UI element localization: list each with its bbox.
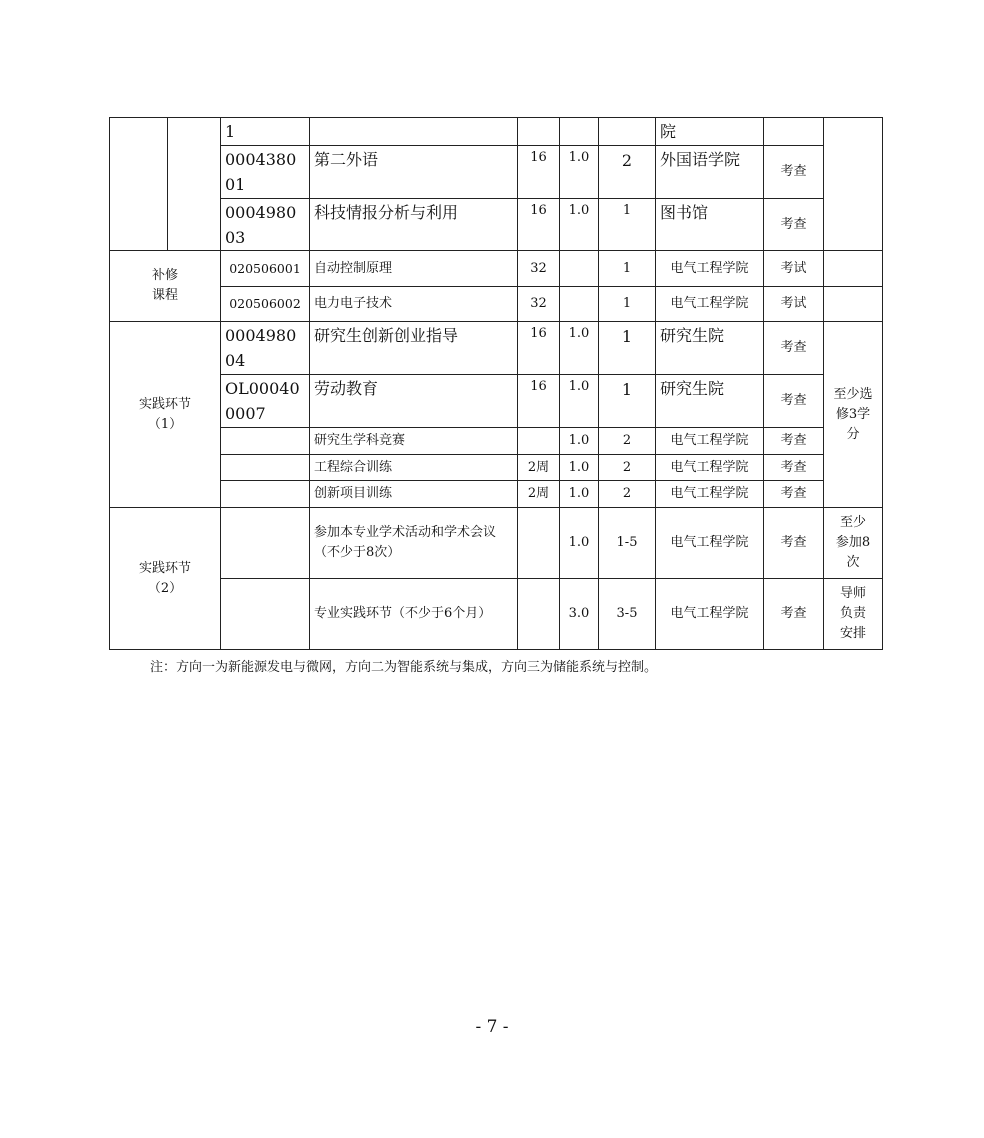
course-assess: 考查	[764, 508, 824, 579]
course-credits: 1.0	[560, 322, 599, 375]
table-row	[110, 508, 883, 579]
course-hours: 16	[518, 199, 560, 251]
course-assess: 考查	[764, 579, 824, 650]
course-dept: 电气工程学院	[656, 508, 764, 579]
course-term: 2	[599, 481, 656, 508]
table-row	[110, 251, 883, 287]
table-row	[110, 322, 883, 375]
course-dept: 院	[656, 118, 764, 146]
course-dept: 研究生院	[656, 375, 764, 428]
course-dept: 电气工程学院	[656, 251, 764, 287]
group-label-line: （2）	[147, 580, 183, 596]
course-name	[310, 118, 518, 146]
course-credits	[560, 118, 599, 146]
course-name: 研究生学科竞赛	[310, 428, 518, 455]
course-dept: 图书馆	[656, 199, 764, 251]
course-hours: 2周	[518, 455, 560, 481]
course-name: 电力电子技术	[310, 287, 518, 322]
table-row	[110, 199, 883, 251]
group-label-line: 实践环节	[138, 396, 191, 412]
course-credits	[560, 287, 599, 322]
course-dept: 电气工程学院	[656, 481, 764, 508]
course-credits: 1.0	[560, 146, 599, 199]
course-hours	[518, 579, 560, 650]
course-term: 2	[599, 455, 656, 481]
group-label-text: 补修课程	[151, 268, 178, 303]
course-hours: 16	[518, 322, 560, 375]
course-term: 1	[599, 322, 656, 375]
course-name: 参加本专业学术活动和学术会议（不少于8次）	[310, 508, 518, 579]
table-row	[110, 287, 883, 322]
course-code	[221, 508, 310, 579]
course-credits: 1.0	[560, 428, 599, 455]
course-term: 1	[599, 287, 656, 322]
course-assess: 考试	[764, 287, 824, 322]
course-hours: 32	[518, 287, 560, 322]
course-remark: 至少参加8次	[824, 508, 883, 579]
course-term: 3-5	[599, 579, 656, 650]
course-credits: 1.0	[560, 375, 599, 428]
course-hours: 2周	[518, 481, 560, 508]
table-row	[110, 146, 883, 199]
course-name: 自动控制原理	[310, 251, 518, 287]
course-assess: 考查	[764, 322, 824, 375]
table-row	[110, 481, 883, 508]
table-row	[110, 428, 883, 455]
course-credits: 3.0	[560, 579, 599, 650]
remark-line: 修3学	[835, 406, 871, 422]
course-code: 000498003	[221, 199, 310, 251]
group-cell-empty	[110, 118, 168, 251]
table-footnote: 注：方向一为新能源发电与微网，方向二为智能系统与集成，方向三为储能系统与控制。	[150, 660, 658, 675]
course-dept: 电气工程学院	[656, 287, 764, 322]
course-term	[599, 118, 656, 146]
course-assess: 考试	[764, 251, 824, 287]
course-assess: 考查	[764, 428, 824, 455]
course-code: 1	[221, 118, 310, 146]
table-row	[110, 455, 883, 481]
page-number: - 7 -	[475, 1017, 509, 1037]
course-hours: 16	[518, 146, 560, 199]
course-assess: 考查	[764, 375, 824, 428]
course-credits: 1.0	[560, 508, 599, 579]
course-name: 第二外语	[310, 146, 518, 199]
course-dept: 电气工程学院	[656, 455, 764, 481]
remark-line: 分	[846, 426, 860, 442]
course-code	[221, 579, 310, 650]
group-label-practice-1	[110, 322, 221, 508]
course-credits	[560, 251, 599, 287]
subgroup-cell-empty	[168, 118, 221, 251]
course-term: 1-5	[599, 508, 656, 579]
course-term: 1	[599, 251, 656, 287]
course-assess	[764, 118, 824, 146]
course-remark	[824, 322, 883, 508]
course-code: 020506001	[221, 251, 310, 287]
course-code	[221, 428, 310, 455]
course-name: 劳动教育	[310, 375, 518, 428]
course-assess: 考查	[764, 146, 824, 199]
group-label-line: 实践环节	[138, 560, 191, 576]
course-credits: 1.0	[560, 455, 599, 481]
course-remark	[824, 287, 883, 322]
course-credits: 1.0	[560, 199, 599, 251]
course-name: 专业实践环节（不少于6个月）	[310, 579, 518, 650]
course-hours	[518, 508, 560, 579]
course-dept: 外国语学院	[656, 146, 764, 199]
course-code: 000438001	[221, 146, 310, 199]
course-name: 创新项目训练	[310, 481, 518, 508]
course-dept: 研究生院	[656, 322, 764, 375]
remark-line: 至少选	[833, 386, 873, 402]
course-hours: 16	[518, 375, 560, 428]
course-remark: 导师负责安排	[824, 579, 883, 650]
table-row	[110, 118, 883, 146]
course-name: 工程综合训练	[310, 455, 518, 481]
table-row	[110, 579, 883, 650]
course-table	[109, 117, 883, 650]
course-credits: 1.0	[560, 481, 599, 508]
course-term: 2	[599, 428, 656, 455]
course-code	[221, 481, 310, 508]
course-remark	[824, 118, 883, 251]
course-term: 2	[599, 146, 656, 199]
course-assess: 考查	[764, 199, 824, 251]
course-dept: 电气工程学院	[656, 428, 764, 455]
course-term: 1	[599, 199, 656, 251]
course-assess: 考查	[764, 481, 824, 508]
course-remark	[824, 251, 883, 287]
group-label-practice-2	[110, 508, 221, 650]
course-term: 1	[599, 375, 656, 428]
course-name: 科技情报分析与利用	[310, 199, 518, 251]
table-row	[110, 375, 883, 428]
group-label-remedial	[110, 251, 221, 322]
course-dept: 电气工程学院	[656, 579, 764, 650]
course-code: 000498004	[221, 322, 310, 375]
course-hours	[518, 118, 560, 146]
course-code: OL000400007	[221, 375, 310, 428]
course-code	[221, 455, 310, 481]
course-code: 020506002	[221, 287, 310, 322]
group-label-line: （1）	[147, 416, 183, 432]
course-hours	[518, 428, 560, 455]
course-hours: 32	[518, 251, 560, 287]
course-assess: 考查	[764, 455, 824, 481]
course-name: 研究生创新创业指导	[310, 322, 518, 375]
